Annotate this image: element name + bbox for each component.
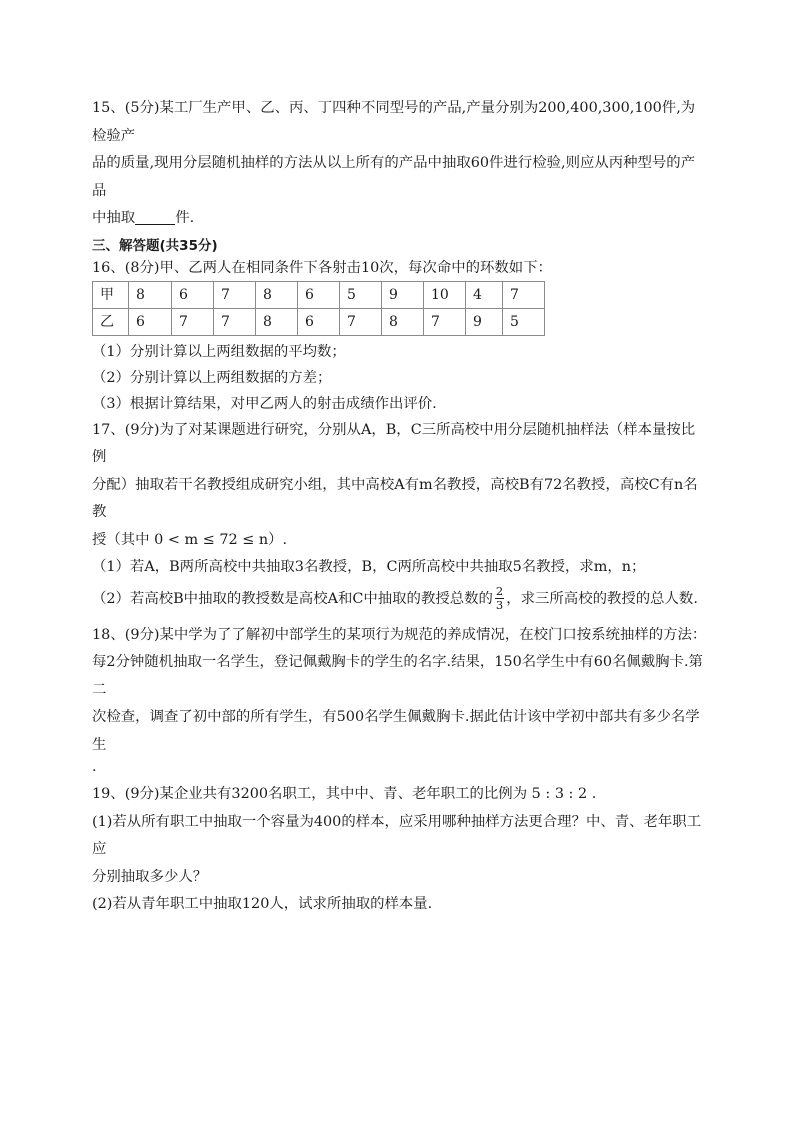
section-heading: 三、解答题(共35分) — [92, 237, 218, 254]
table-cell: 6 — [172, 281, 214, 308]
table-row — [93, 308, 545, 335]
q17-line-3: 授（其中 0 < m ≤ 72 ≤ n）. — [92, 531, 288, 548]
table-cell: 9 — [466, 308, 503, 335]
q19-sub-1-line-1: (1)若从所有职工中抽取一个容量为400的样本，应采用哪种抽样方法更合理？中、青、老年职工应 — [92, 813, 702, 857]
table-cell: 7 — [172, 308, 214, 335]
q17-sub-2-pre: （2）若高校B中抽取的教授数是高校A和C中抽取的教授总数的 — [92, 590, 493, 607]
q15-line-3-post: 件. — [175, 210, 195, 226]
q18-line-2: 每2分钟随机抽取一名学生，登记佩戴胸卡的学生的名字.结果，150名学生中有60名佩戴胸卡.第二 — [92, 654, 703, 698]
question-19 — [92, 781, 707, 919]
q17-line-1: 17、(9分)为了对某课题进行研究，分别从A，B，C三所高校中用分层随机抽样法（样本量按比例 — [92, 421, 696, 465]
table-cell: 5 — [503, 308, 545, 335]
exam-page — [92, 95, 707, 919]
table-cell: 6 — [129, 308, 172, 335]
table-cell: 8 — [382, 308, 424, 335]
q19-sub-2: (2)若从青年职工中抽取120人，试求所抽取的样本量. — [92, 896, 433, 912]
fraction — [495, 585, 504, 612]
fraction-denominator: 3 — [495, 598, 504, 612]
table-cell: 8 — [129, 281, 172, 308]
q17-sub-2 — [92, 582, 707, 616]
table-cell: 8 — [256, 308, 298, 335]
table-cell: 7 — [214, 308, 256, 335]
q17-sub-2-post: ，求三所高校的教授的总人数. — [506, 590, 698, 607]
q15-line-3-pre: 中抽取 — [92, 210, 136, 226]
question-17 — [92, 417, 707, 616]
table-cell: 8 — [256, 281, 298, 308]
q15-line-2: 品的质量,现用分层随机抽样的方法从以上所有的产品中抽取60件进行检验,则应从丙种型号的产品 — [92, 155, 696, 199]
score-table — [92, 281, 545, 336]
question-15 — [92, 95, 707, 233]
q16-sub-1: （1）分别计算以上两组数据的平均数； — [92, 343, 346, 360]
q16-stem: 16、(8分)甲、乙两人在相同条件下各射击10次，每次命中的环数如下： — [92, 259, 552, 276]
table-row — [93, 281, 545, 308]
q16-sub-2: （2）分别计算以上两组数据的方差； — [92, 369, 332, 386]
table-cell: 9 — [382, 281, 424, 308]
q19-stem: 19、(9分)某企业共有3200名职工，其中中、青、老年职工的比例为 5 : 3 : 2 . — [92, 786, 597, 802]
question-18 — [92, 622, 707, 776]
table-cell: 7 — [503, 281, 545, 308]
question-16 — [92, 257, 707, 417]
q17-sub-1: （1）若A，B两所高校中共抽取3名教授，B，C两所高校中共抽取5名教授，求m，n； — [92, 559, 646, 575]
q18-line-4: . — [92, 759, 97, 775]
q17-line-2: 分配）抽取若干名教授组成研究小组，其中高校A有m名教授，高校B有72名教授，高校C有n名教 — [92, 476, 698, 520]
table-row-label: 乙 — [93, 308, 129, 335]
q16-sub-3: （3）根据计算结果，对甲乙两人的射击成绩作出评价. — [92, 395, 437, 412]
table-cell: 6 — [298, 281, 340, 308]
q15-line-1: 15、(5分)某工厂生产甲、乙、丙、丁四种不同型号的产品,产量分别为200,400,300,100件,为检验产 — [92, 100, 696, 144]
table-cell: 5 — [340, 281, 382, 308]
table-cell: 7 — [214, 281, 256, 308]
table-cell: 7 — [340, 308, 382, 335]
table-cell: 7 — [424, 308, 466, 335]
table-cell: 4 — [466, 281, 503, 308]
fraction-numerator: 2 — [495, 584, 504, 598]
q18-line-1: 18、(9分)某中学为了了解初中部学生的某项行为规范的养成情况，在校门口按系统抽样的方法： — [92, 626, 707, 643]
q19-sub-1-line-2: 分别抽取多少人？ — [92, 868, 208, 885]
answer-blank — [135, 208, 175, 225]
table-row-label: 甲 — [93, 281, 129, 308]
table-cell: 10 — [424, 281, 466, 308]
q18-line-3: 次检查，调查了初中部的所有学生，有500名学生佩戴胸卡.据此估计该中学初中部共有多少名学生 — [92, 709, 700, 753]
q15-line-3 — [92, 205, 707, 233]
table-cell: 6 — [298, 308, 340, 335]
